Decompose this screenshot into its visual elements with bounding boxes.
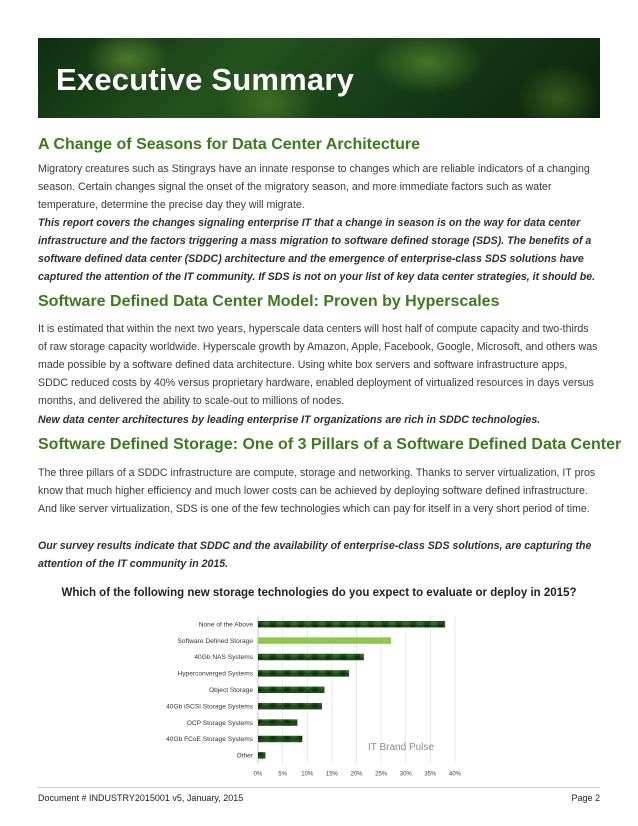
category-label: Hyperconverged Systems — [177, 670, 253, 678]
bar — [258, 654, 364, 661]
category-label: Other — [236, 752, 253, 760]
category-label: 40Gb FCoE Storage Systems — [166, 736, 253, 744]
category-label: Object Storage — [209, 687, 253, 694]
bar — [258, 736, 302, 743]
footer-document-id: Document # INDUSTRY2015001 v5, January, 2015 — [38, 793, 244, 803]
section-emphasis-seasons: This report covers the changes signaling enterprise IT that a change in season is on the way for data center infrastructure and the factors triggering a mass migration to software defined storage (SDS). The benefits of a software defined data center (SDDC) architecture and the emergence of enterprise-class SDS solutions have captured the attention of the IT community. If SDS is not on your list of key data center strategies, it should be. — [38, 217, 596, 283]
chart-svg — [150, 612, 480, 780]
chart-title: Which of the following new storage technologies do you expect to evaluate or deploy in 2015? — [61, 587, 577, 599]
category-label: 40Gb NAS Systems — [194, 654, 253, 662]
section-body-sds: The three pillars of a SDDC infrastructure are compute, storage and networking. Thanks to server virtualization, IT pros know that much higher efficiency and much lower costs can be achieved by deploying software defined infrastructure. And like server virtualization, SDS is one of the few technologies which can pay for itself in a very short period of time. — [38, 467, 596, 515]
chart-watermark: IT Brand Pulse — [368, 742, 434, 753]
x-tick-label: 15% — [325, 771, 338, 778]
category-label: OCP Storage Systems — [186, 719, 253, 727]
x-tick-label: 5% — [278, 771, 287, 778]
bar — [258, 719, 297, 726]
bar — [258, 752, 265, 759]
category-label: Software Defined Storage — [177, 637, 253, 645]
footer-page-number: Page 2 — [571, 793, 600, 803]
page-title: Executive Summary — [56, 62, 355, 97]
x-tick-label: 35% — [424, 771, 437, 778]
bar-highlight — [258, 637, 391, 644]
section-emphasis-sds: Our survey results indicate that SDDC and the availability of enterprise-class SDS solutions, are capturing the attention of the IT community in 2015. — [38, 540, 592, 570]
footer-divider — [38, 787, 600, 788]
x-tick-label: 30% — [399, 771, 412, 778]
section-heading-hyperscales: Software Defined Data Center Model: Proven by Hyperscales — [38, 293, 500, 310]
section-body-hyperscales: It is estimated that within the next two years, hyperscale data centers will host half of compute capacity and two-thirds of raw storage capacity worldwide. Hyperscale growth by Amazon, Apple, Facebook, Google, Microsoft, and others was made possible by a software defined data architecture. Using white box servers and software infrastructure apps, SDDC reduced costs by 40% versus proprietary hardware, enabled deployment of virtualized resources in days versus months, and delivered the ability to scale-out to millions of nodes. — [38, 323, 598, 407]
bar — [258, 703, 322, 710]
x-tick-label: 20% — [350, 771, 363, 778]
section-heading-seasons: A Change of Seasons for Data Center Architecture — [38, 136, 421, 153]
section-heading-sds: Software Defined Storage: One of 3 Pillars of a Software Defined Data Center — [38, 436, 622, 453]
section-emphasis-hyperscales: New data center architectures by leading enterprise IT organizations are rich in SDDC technologies. — [38, 414, 541, 426]
x-tick-label: 25% — [375, 771, 388, 778]
bar — [258, 621, 445, 628]
header-banner — [38, 38, 600, 118]
category-label: 40Gb iSCSI Storage Systems — [166, 703, 253, 711]
bar — [258, 687, 324, 694]
section-body-seasons: Migratory creatures such as Stingrays have an innate response to changes which are reliable indicators of a changing season. Certain changes signal the onset of the migratory season, and more immediate factors such as water temperature, determine the precise day they will migrate. — [38, 163, 590, 211]
x-tick-label: 0% — [253, 771, 263, 778]
category-label: None of the Above — [198, 621, 253, 629]
x-tick-label: 10% — [301, 771, 314, 778]
survey-bar-chart — [150, 612, 480, 780]
x-tick-label: 40% — [448, 771, 462, 778]
bar — [258, 670, 349, 677]
